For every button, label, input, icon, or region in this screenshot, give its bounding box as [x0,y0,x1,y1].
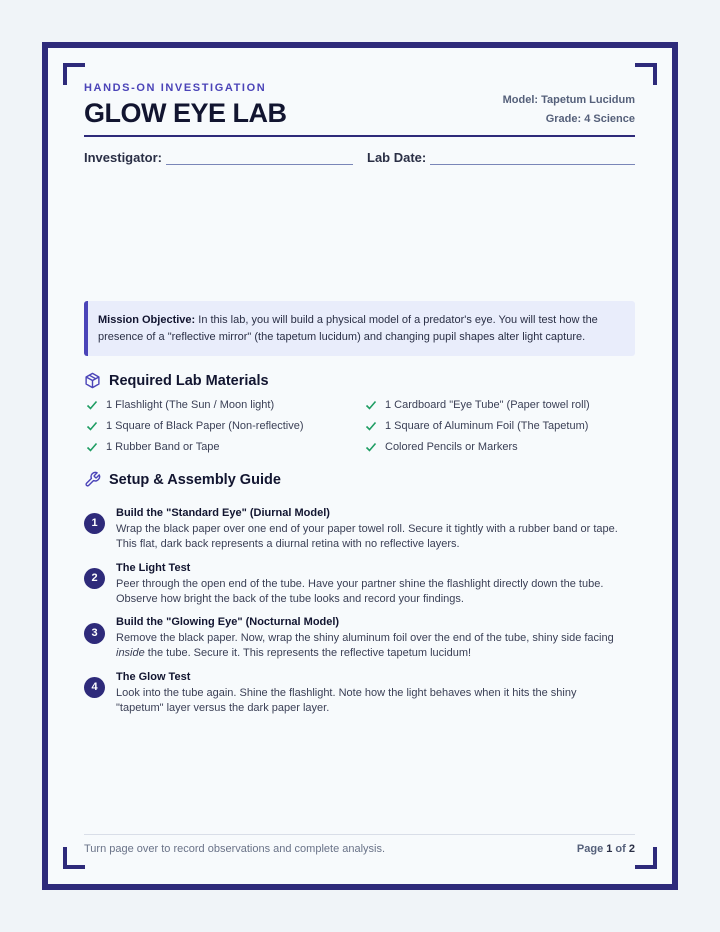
check-icon [86,441,98,453]
page-title: GLOW EYE LAB [84,98,287,128]
page-current: 1 [606,843,613,855]
investigator-label: Investigator: [84,150,163,165]
material-item-text: 1 Square of Black Paper (Non-reflective) [106,420,304,432]
step-description [116,577,635,606]
step-title: Build the "Glowing Eye" (Nocturnal Model) [116,616,340,628]
box-icon [84,372,101,389]
step-description-emphasis: inside [116,646,145,659]
wrench-icon [84,471,101,488]
setup-heading [84,471,281,488]
corner-mark-top-right [635,63,657,85]
step-description-line: Look into the tube again. Shine the flashlight. Note how the light behaves when it hits the shiny [116,687,577,699]
model-label: Model: Tapetum Lucidum [502,94,635,106]
material-item [365,441,518,453]
step-number-badge: 3 [84,623,105,644]
objective-text-1: In this lab, you will build a physical model of a predator's eye. You will test how the [195,314,598,326]
material-item-text: Colored Pencils or Markers [385,441,518,453]
worksheet-sheet [48,48,672,884]
material-item [86,399,274,411]
material-item [86,420,303,432]
step-title: The Glow Test [116,671,191,683]
investigator-field[interactable] [166,164,353,165]
material-item-text: 1 Square of Aluminum Foil (The Tapetum) [385,420,589,432]
step-description-line: Peer through the open end of the tube. Have your partner shine the flashlight directly down the tube. [116,578,604,590]
step-description [116,686,635,715]
corner-mark-top-left [63,63,85,85]
grade-label: Grade: 4 Science [545,113,635,125]
header-kicker: HANDS-ON INVESTIGATION [84,82,267,94]
step-number-badge: 2 [84,568,105,589]
material-item [365,420,588,432]
check-icon [365,399,377,411]
lab-date-field[interactable] [430,164,635,165]
corner-mark-bottom-left [63,847,85,869]
step-description [116,631,635,660]
step-title: Build the "Standard Eye" (Diurnal Model) [116,507,330,519]
objective-label: Mission Objective: [98,314,196,326]
material-item [86,441,220,453]
material-item [365,399,590,411]
step-number-badge: 4 [84,677,105,698]
corner-mark-bottom-right [635,847,657,869]
materials-heading-text: Required Lab Materials [109,372,269,389]
step-description-line: Observe how bright the back of the tube looks and record your findings. [116,592,464,605]
step-description-line: "tapetum" layer versus the dark paper layer. [116,701,330,714]
check-icon [86,420,98,432]
step-description-line: Remove the black paper. Now, wrap the shiny aluminum foil over the end of the tube, shiny side facing [116,632,614,644]
step-description-line: the tube. Secure it. This represents the reflective tapetum lucidum! [144,646,472,659]
worksheet-frame [42,42,678,890]
check-icon [86,399,98,411]
material-item-text: 1 Cardboard "Eye Tube" (Paper towel roll) [385,399,590,411]
check-icon [365,441,377,453]
page-of: of [612,843,629,855]
page-total: 2 [628,843,635,855]
material-item-text: 1 Flashlight (The Sun / Moon light) [106,399,275,411]
header-divider [84,135,635,137]
page-prefix: Page [576,843,607,855]
materials-heading [84,372,269,389]
lab-date-label: Lab Date: [367,150,427,165]
step-title: The Light Test [116,562,191,574]
footer-note: Turn page over to record observations and complete analysis. [84,843,386,855]
step-description-line: Wrap the black paper over one end of your paper towel roll. Secure it tightly with a rubber band or tape. [116,523,618,535]
mission-objective-box [84,301,635,356]
material-item-text: 1 Rubber Band or Tape [106,441,220,453]
page-number [577,843,635,855]
footer-divider [84,834,635,835]
objective-text-2: presence of a "reflective mirror" (the tapetum lucidum) and changing pupil shapes alter light capture. [98,331,586,343]
step-description-line: This flat, dark back represents a diurnal retina with no reflective layers. [116,537,460,550]
setup-heading-text: Setup & Assembly Guide [109,471,281,488]
check-icon [365,420,377,432]
step-description [116,522,635,551]
step-number-badge: 1 [84,513,105,534]
